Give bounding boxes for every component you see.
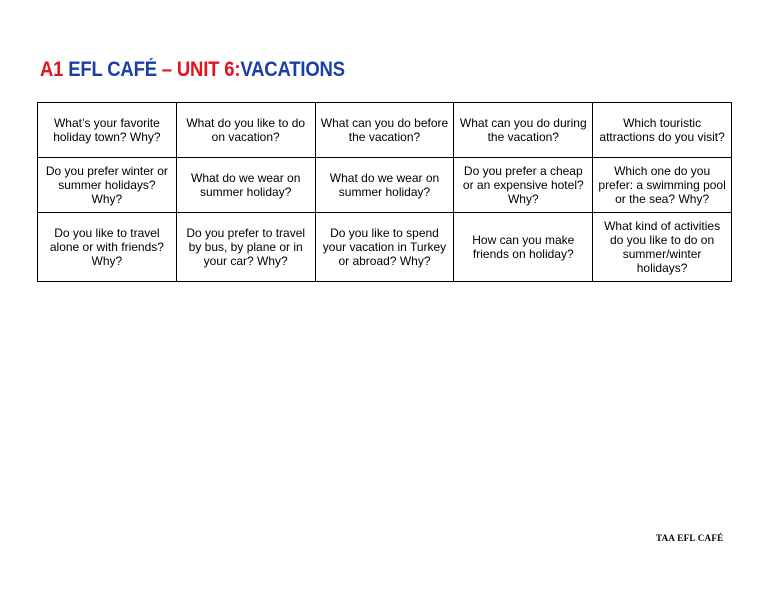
question-cell: Which one do you prefer: a swimming pool or the sea? Why? [593, 158, 732, 213]
title-topic: VACATIONS [240, 58, 345, 81]
title-unit: UNIT 6: [176, 58, 241, 81]
question-cell: Which touristic attractions do you visit? [593, 103, 732, 158]
question-cell: Do you prefer to travel by bus, by plane or in your car? Why? [176, 213, 315, 282]
grid-row [38, 103, 732, 158]
question-cell: How can you make friends on holiday? [454, 213, 593, 282]
grid-row [38, 213, 732, 282]
question-cell: What do we wear on summer holiday? [315, 158, 454, 213]
question-cell: Do you like to spend your vacation in Turkey or abroad? Why? [315, 213, 454, 282]
page-title [40, 57, 345, 83]
footer-label: TAA EFL CAFÉ [656, 533, 724, 543]
question-cell: What’s your favorite holiday town? Why? [38, 103, 177, 158]
grid-row [38, 158, 732, 213]
question-cell: What do you like to do on vacation? [176, 103, 315, 158]
question-cell: What kind of activities do you like to do on summer/winter holidays? [593, 213, 732, 282]
question-cell: Do you prefer a cheap or an expensive hotel? Why? [454, 158, 593, 213]
title-level: A1 [40, 58, 64, 81]
question-cell: Do you prefer winter or summer holidays? Why? [38, 158, 177, 213]
title-dash: – [161, 58, 172, 81]
question-cell: What do we wear on summer holiday? [176, 158, 315, 213]
title-cafe: EFL CAFÉ [68, 58, 157, 81]
question-grid [37, 102, 732, 282]
question-cell: Do you like to travel alone or with friends? Why? [38, 213, 177, 282]
question-cell: What can you do before the vacation? [315, 103, 454, 158]
question-cell: What can you do during the vacation? [454, 103, 593, 158]
